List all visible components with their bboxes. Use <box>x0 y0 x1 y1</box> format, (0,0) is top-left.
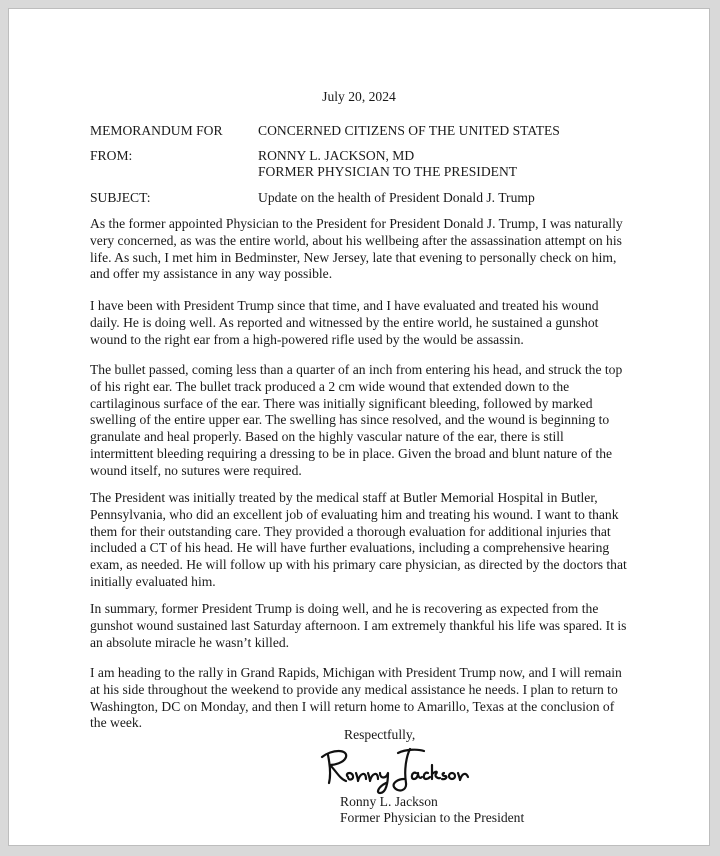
handwritten-signature <box>314 743 474 795</box>
body-paragraph-6: I am heading to the rally in Grand Rapids, Michigan with President Trump now, and I will remain at his side throughout the weekend to provide any medical assistance he needs. I plan to return to Washington, DC on Monday, and then I will return home to Amarillo, Texas at the conclusion of the week. <box>90 665 622 731</box>
memo-from-label: FROM: <box>90 148 133 163</box>
memo-subject-label: SUBJECT: <box>90 190 151 205</box>
memo-to-value: CONCERNED CITIZENS OF THE UNITED STATES <box>258 123 560 138</box>
body-paragraph-5: In summary, former President Trump is doing well, and he is recovering as expected from the gunshot wound sustained last Saturday afternoon. I am extremely thankful his life was spared. It is an absolute miracle he wasn’t killed. <box>90 601 627 650</box>
body-paragraph-4: The President was initially treated by the medical staff at Butler Memorial Hospital in Butler, Pennsylvania, who did an excellent job of evaluating him and treating his wound. I want to thank them for their outstanding care. They provided a thorough evaluation for additional injuries that included a CT of his head. He will have further evaluations, including a comprehensive hearing exam, as needed. He will follow up with his primary care physician, as directed by the doctors that initially evaluated him. <box>90 490 627 589</box>
signer-name: Ronny L. Jackson <box>340 794 438 809</box>
memo-to-label: MEMORANDUM FOR <box>90 123 223 138</box>
closing-salutation: Respectfully, <box>344 727 416 742</box>
memo-date-text: July 20, 2024 <box>322 89 396 104</box>
signer-title: Former Physician to the President <box>340 810 525 825</box>
memo-page <box>8 8 710 846</box>
memo-from-line1: RONNY L. JACKSON, MD <box>258 148 415 163</box>
memo-date <box>9 89 709 105</box>
memo-subject-value: Update on the health of President Donald J. Trump <box>258 190 535 205</box>
body-paragraph-2: I have been with President Trump since that time, and I have evaluated and treated his wound daily. He is doing well. As reported and witnessed by the entire world, he sustained a gunshot wound to the right ear from a high-powered rifle used by the would be assassin. <box>90 298 599 347</box>
memo-from-line2: FORMER PHYSICIAN TO THE PRESIDENT <box>258 164 518 179</box>
memo-from-value <box>258 148 517 180</box>
body-paragraph-1: As the former appointed Physician to the President for President Donald J. Trump, I was naturally very concerned, as was the entire world, about his wellbeing after the assassination attempt on his life. As such, I met him in Bedminster, New Jersey, late that evening to personally check on him, and offer my assistance in any way possible. <box>90 216 623 282</box>
body-paragraph-3: The bullet passed, coming less than a quarter of an inch from entering his head, and struck the top of his right ear. The bullet track produced a 2 cm wide wound that extended down to the cartilaginous surface of the ear. There was initially significant bleeding, followed by marked swelling of the entire upper ear. The swelling has since resolved, and the wound is beginning to granulate and heal properly. Based on the highly vascular nature of the ear, there is still intermittent bleeding requiring a dressing to be in place. Given the broad and blunt nature of the wound itself, no sutures were required. <box>90 362 623 478</box>
